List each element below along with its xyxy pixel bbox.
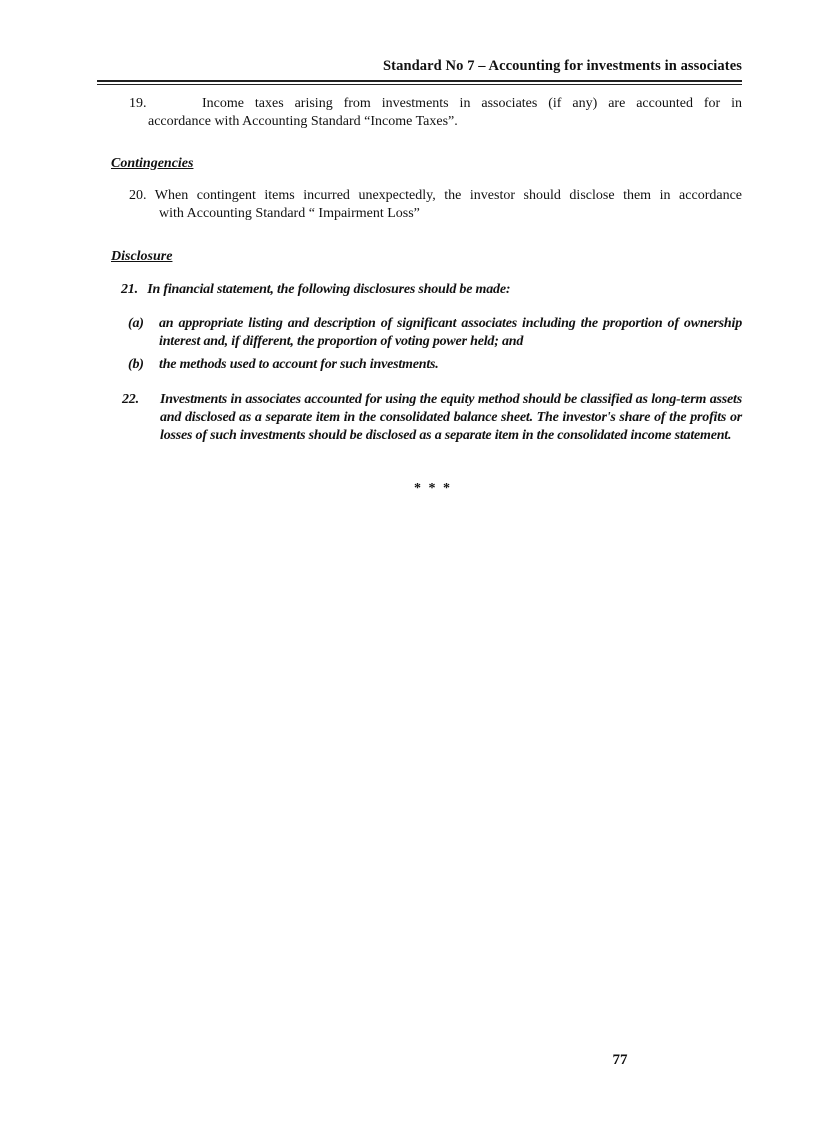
paragraph-22-text: Investments in associates accounted for using the equity method should be classified as long-term assets and disclosed as a separate item in the consolidated balance sheet. The investor's share of the profits or losses of such investments should be disclosed as a separate item in the consolidated income statement.: [160, 392, 742, 443]
section-separator: * * *: [414, 481, 452, 496]
list-item-label-a: (a): [128, 316, 144, 331]
paragraph-20-line2: with Accounting Standard “ Impairment Loss”: [159, 206, 420, 221]
list-item-text-b: the methods used to account for such investments.: [159, 357, 439, 372]
section-heading-disclosure: Disclosure: [111, 249, 173, 264]
list-item-text-a: an appropriate listing and description of significant associates including the proportion of ownership interest and, if different, the proportion of voting power held; and: [159, 316, 742, 349]
section-heading-contingencies: Contingencies: [111, 156, 194, 171]
paragraph-20-line1: 20. When contingent items incurred unexpectedly, the investor should disclose them in accordance: [129, 188, 742, 203]
paragraph-19-line2: accordance with Accounting Standard “Income Taxes”.: [148, 114, 458, 129]
paragraph-19-number: 19.: [129, 96, 147, 111]
paragraph-21: [121, 281, 741, 299]
header-rule-thick: [97, 80, 742, 82]
paragraph-22-number: 22.: [122, 392, 139, 407]
page-number: 77: [612, 1052, 628, 1068]
paragraph-19-line1: Income taxes arising from investments in associates (if any) are accounted for in: [202, 96, 742, 111]
paragraph-21-number: 21.: [121, 282, 138, 297]
header-rule-thin: [97, 84, 742, 85]
page-header: Standard No 7 – Accounting for investments in associates: [383, 58, 742, 74]
list-item-label-b: (b): [128, 357, 144, 372]
paragraph-21-text: In financial statement, the following disclosures should be made:: [147, 282, 511, 297]
